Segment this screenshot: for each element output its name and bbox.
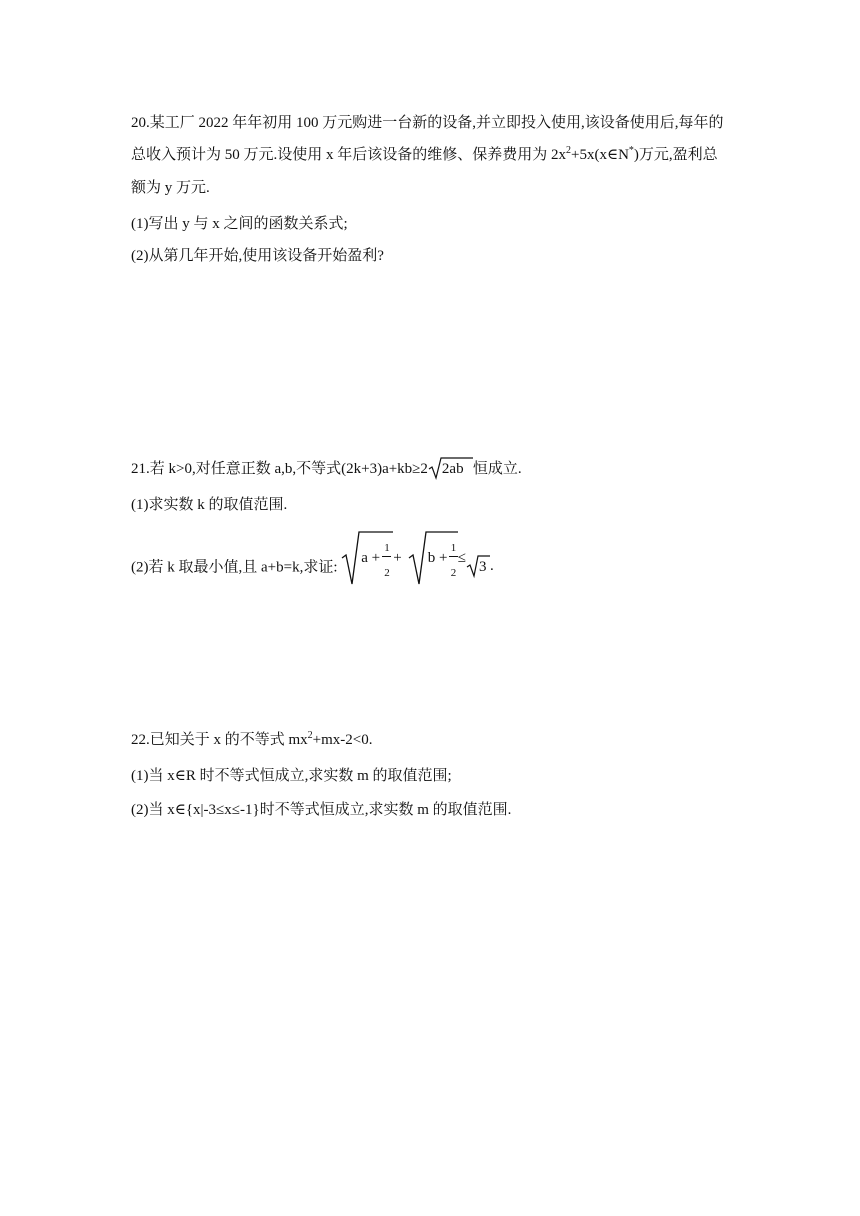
q22-stem-text: 22.已知关于 x 的不等式 mx [131,732,308,748]
q20-stem-line3: 额为 y 万元. [131,180,210,196]
q20-text: )万元,盈利总 [633,147,718,163]
sqrt-a-half [341,528,393,588]
q20-part2: (2)从第几年开始,使用该设备开始盈利? [131,248,384,264]
fraction-half [382,538,392,578]
sqrt-b-half [408,528,458,588]
fraction-bar [382,556,391,557]
q21-stem [131,459,522,480]
sqrt-2ab [428,456,473,480]
q20-text: 总收入预计为 50 万元.设使用 x 年后该设备的维修、保养费用为 2x [131,147,567,163]
q21-stem-text: 21.若 k>0,对任意正数 a,b,不等式(2k+3)a+kb≥2 [131,461,428,477]
sqrt-3 [466,554,490,578]
fraction-bar [449,556,458,557]
radicand-text: b + [427,550,448,566]
fraction-numerator: 1 [384,542,390,554]
radicand-text: a + [361,550,381,566]
q20-stem-line1: 20.某工厂 2022 年年初用 100 万元购进一台新的设备,并立即投入使用,该设备使用后,每年的 [131,115,724,131]
q20-stem-line2 [131,145,718,165]
q20-part1: (1)写出 y 与 x 之间的函数关系式; [131,216,348,232]
radicand: 2ab [441,460,464,477]
q22-part1: (1)当 x∈R 时不等式恒成立,求实数 m 的取值范围; [131,768,452,784]
fraction-half [449,538,459,578]
q20-exponent: 2 [566,145,572,156]
q21-part1: (1)求实数 k 的取值范围. [131,497,288,513]
fraction-numerator: 1 [450,542,457,554]
leq-sign: ≤ [457,550,466,566]
q22-exponent: 2 [307,730,313,741]
q22-part2: (2)当 x∈{x|-3≤x≤-1}时不等式恒成立,求实数 m 的取值范围. [131,802,512,818]
radicand: 3 [478,559,487,575]
plus-sign: + [393,550,402,566]
fraction-denominator: 2 [384,567,390,579]
q21-stem-text: 恒成立. [472,461,522,477]
q20-star: * [628,145,634,156]
q22-stem-text: +mx-2<0. [312,732,373,748]
q22-stem [131,730,373,750]
q21-part2 [131,542,494,588]
q20-text: +5x(x∈N [571,147,629,163]
fraction-denominator: 2 [450,567,457,579]
period: . [489,558,494,574]
q21-part2-text: (2)若 k 取最小值,且 a+b=k,求证: [131,559,342,576]
